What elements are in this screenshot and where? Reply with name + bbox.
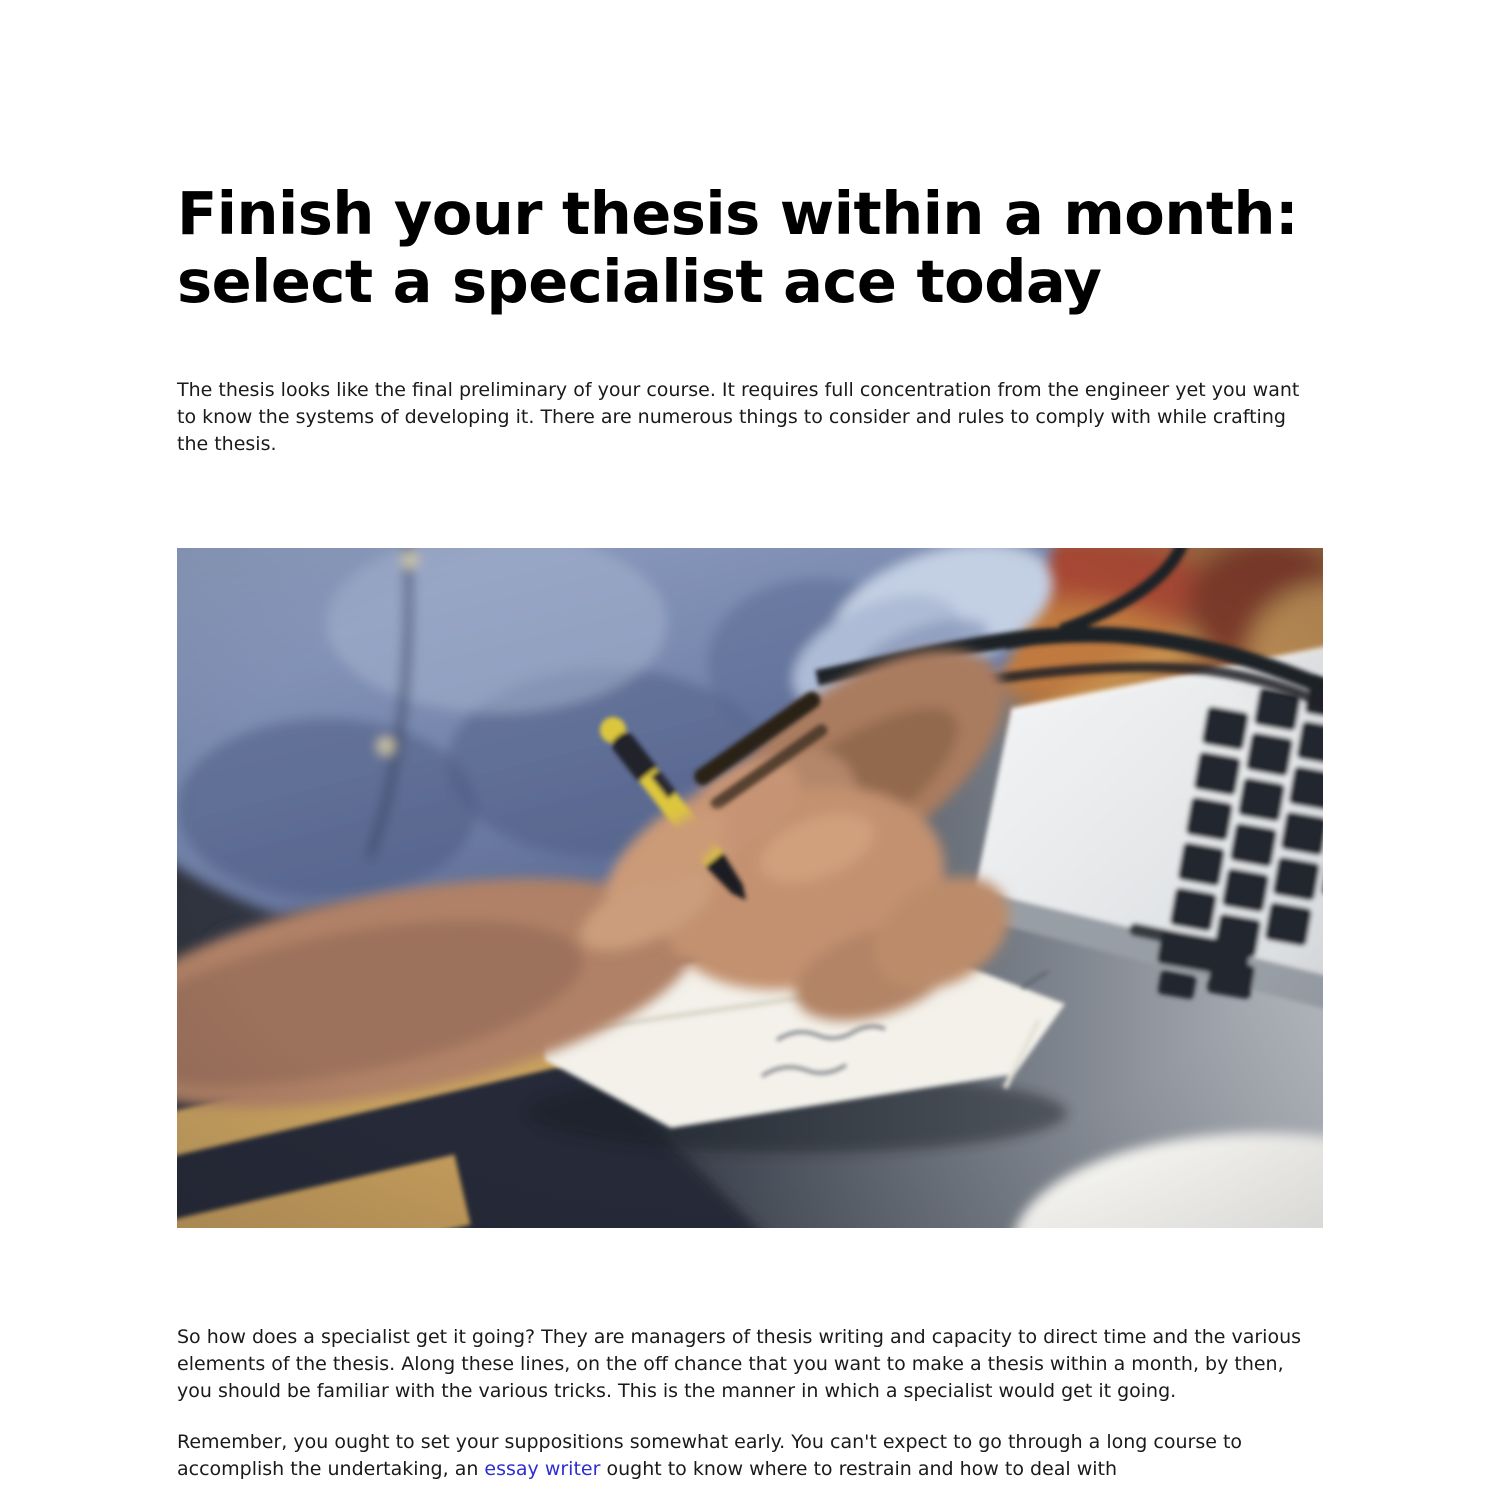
title-line-1: Finish your thesis within a month: [177, 179, 1299, 248]
paragraph-intro: The thesis looks like the final preliminary of your course. It requires full concentration from the engineer yet you want to know the systems of developing it. There are numerous things to consider and rules to comply with while crafting the thesis. [177, 379, 1300, 455]
remember-text-after: ought to know where to restrain and how to deal with [600, 1458, 1118, 1480]
title-line-2: select a specialist ace today [177, 247, 1102, 316]
page-title [177, 0, 1323, 316]
remember-text-before: Remember, you ought to set your suppositions somewhat early. You can't expect to go through a long course to accomplish the undertaking, an [177, 1431, 1243, 1480]
article-content [177, 0, 1323, 1483]
paragraph-remember [177, 1429, 1323, 1483]
essay-writer-link[interactable]: essay writer [484, 1458, 601, 1480]
paragraph-specialist: So how does a specialist get it going? They are managers of thesis writing and capacity to direct time and the various elements of the thesis. Along these lines, on the off chance that you want to make a thesis within a month, by then, you should be familiar with the various tricks. This is the manner in which a specialist would get it going. [177, 1326, 1302, 1402]
article-photo-illustration [177, 548, 1323, 1228]
article-photo [177, 548, 1323, 1228]
